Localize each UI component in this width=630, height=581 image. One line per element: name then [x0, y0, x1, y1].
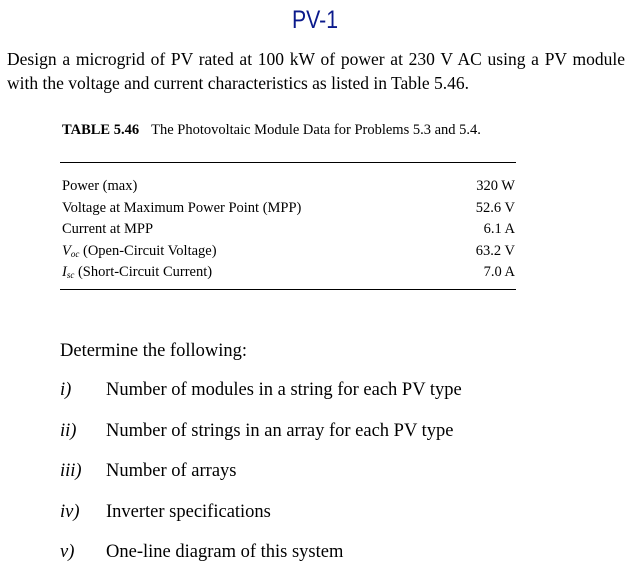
item-number: iii) — [60, 461, 82, 481]
item-number: i) — [60, 380, 72, 400]
table-top-rule — [60, 162, 516, 163]
item-number: iv) — [60, 501, 80, 522]
row-value: 320 W — [476, 178, 515, 194]
question-prompt: Determine the following: — [60, 341, 248, 361]
symbol-subscript: sc — [66, 270, 75, 280]
item-text: Number of arrays — [106, 461, 237, 481]
row-label-text: (Short-Circuit Current) — [77, 264, 213, 280]
row-label — [62, 241, 217, 263]
question-list — [60, 378, 620, 581]
list-item — [60, 419, 620, 460]
table-row — [62, 198, 517, 220]
symbol-subscript: oc — [70, 248, 80, 259]
item-text: Inverter specifications — [106, 501, 271, 522]
row-label: Current at MPP — [62, 221, 154, 237]
voc-symbol — [62, 243, 79, 259]
table-row — [62, 176, 517, 198]
row-value: 52.6 V — [475, 199, 515, 216]
list-item — [60, 459, 620, 500]
table-row — [62, 262, 517, 284]
row-value: 7.0 A — [483, 264, 515, 280]
item-number: ii) — [60, 420, 77, 441]
problem-statement: Design a microgrid of PV rated at 100 kW of power at 230 V AC using a PV module with the voltage and current characteristics as listed in Table 5.46. — [7, 49, 625, 93]
isc-symbol — [62, 264, 74, 280]
row-value: 6.1 A — [483, 221, 515, 237]
page-title: PV-1 — [291, 6, 339, 34]
row-label-text: (Open-Circuit Voltage) — [82, 242, 217, 259]
list-item — [60, 500, 620, 541]
list-item — [60, 540, 620, 581]
row-label: Power (max) — [62, 178, 138, 194]
item-text: Number of strings in an array for each PV type — [106, 420, 454, 441]
table-row — [62, 241, 517, 263]
row-label — [62, 262, 212, 284]
symbol-letter: I — [62, 264, 67, 280]
table-bottom-rule — [60, 289, 516, 290]
module-data-table — [62, 176, 517, 284]
table-caption — [62, 120, 522, 140]
item-number: v) — [60, 542, 75, 562]
table-label: TABLE 5.46 — [62, 122, 140, 138]
table-row — [62, 219, 517, 241]
item-text: One-line diagram of this system — [106, 542, 344, 562]
table-caption-text: The Photovoltaic Module Data for Problems 5.3 and 5.4. — [151, 122, 481, 138]
item-text: Number of modules in a string for each PV type — [106, 380, 462, 400]
row-value: 63.2 V — [475, 242, 515, 259]
list-item — [60, 378, 620, 419]
row-label: Voltage at Maximum Power Point (MPP) — [62, 199, 302, 216]
symbol-letter: V — [62, 242, 71, 259]
